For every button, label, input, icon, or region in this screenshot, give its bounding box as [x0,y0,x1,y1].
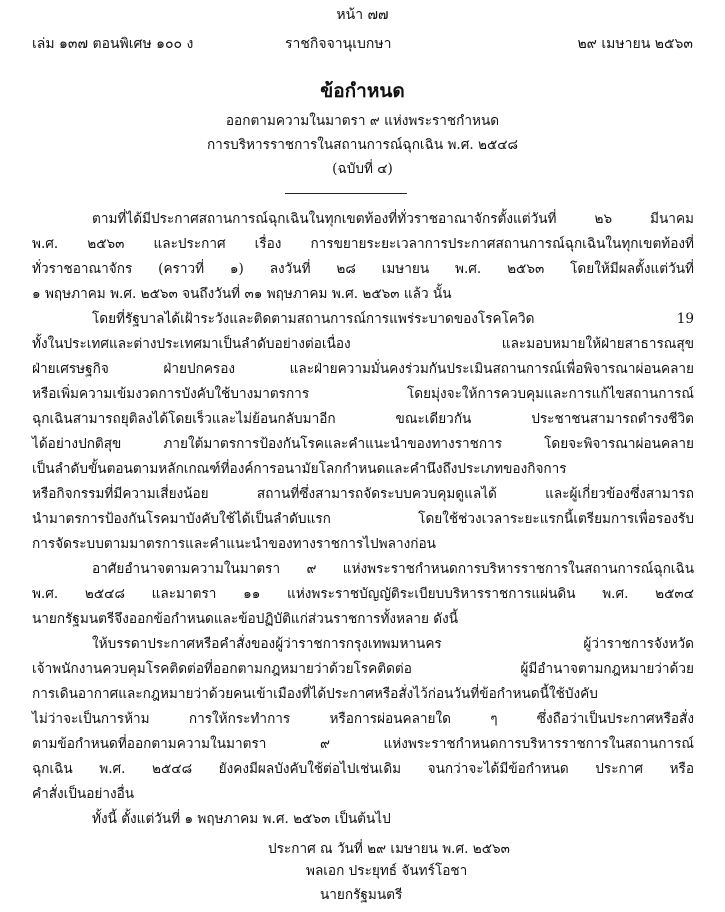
body-line: อาศัยอำนาจตามความในมาตรา ๙ แห่งพระราชกำหนดการบริหารราชการในสถานการณ์ฉุกเฉิน [92,561,694,577]
body-line: เจ้าพนักงานควบคุมโรคติดต่อที่ออกตามกฎหมายว่าด้วยโรคติดต่อ ผู้มีอำนาจตามกฎหมายว่าด้วย [32,661,694,677]
body-line: นายกรัฐมนตรีจึงออกข้อกำหนดและข้อปฏิบัติแก่ส่วนราชการทั้งหลาย ดังนี้ [32,611,459,627]
announcement-date: ประกาศ ณ วันที่ ๒๙ เมษายน พ.ศ. ๒๕๖๓ [268,841,510,857]
body-line: ได้อย่างปกติสุข ภายใต้มาตรการป้องกันโรคและคำแนะนำของทางราชการ โดยจะพิจารณาผ่อนคลาย [32,436,694,452]
body-line: ฉุกเฉิน พ.ศ. ๒๕๔๘ ยังคงมีผลบังคับใช้ต่อไปเช่นเดิม จนกว่าจะได้มีข้อกำหนด ประกาศ หรือ [32,761,694,777]
body-line: พ.ศ. ๒๕๖๓ และประกาศ เรื่อง การขยายระยะเวลาการประกาศสถานการณ์ฉุกเฉินในทุกเขตท้องที่ [32,236,694,252]
body-line: คำสั่งเป็นอย่างอื่น [32,786,135,802]
gazette-name: ราชกิจจานุเบกษา [285,36,392,52]
body-line: ให้บรรดาประกาศหรือคำสั่งของผู้ว่าราชการกรุงเทพมหานคร ผู้ว่าราชการจังหวัด [92,636,694,652]
document-title: ข้อกำหนด [320,80,405,102]
body-line: ทั้งในประเทศและต่างประเทศมาเป็นลำดับอย่างต่อเนื่อง และมอบหมายให้ฝ่ายสาธารณสุข [32,336,694,352]
signatory-name: พลเอก ประยุทธ์ จันทร์โอชา [306,863,468,879]
body-line: ทั้งนี้ ตั้งแต่วันที่ ๑ พฤษภาคม พ.ศ. ๒๕๖๓ เป็นต้นไป [92,811,391,827]
page-number: หน้า ๗๗ [336,7,389,23]
publication-date: ๒๙ เมษายน ๒๕๖๓ [577,36,693,52]
body-line: การจัดระบบตามมาตรการและคำแนะนำของทางราชการไปพลางก่อน [32,536,436,552]
body-line: ฝ่ายเศรษฐกิจ ฝ่ายปกครอง และฝ่ายความมั่นคงร่วมกันประเมินสถานการณ์เพื่อพิจารณาผ่อนคลาย [32,361,694,377]
body-line: ตามข้อกำหนดที่ออกตามความในมาตรา ๙ แห่งพระราชกำหนดการบริหารราชการในสถานการณ์ [32,736,694,752]
body-line: ตามที่ได้มีประกาศสถานการณ์ฉุกเฉินในทุกเขตท้องที่ทั่วราชอาณาจักรตั้งแต่วันที่ ๒๖ มีนาคม [92,211,694,227]
body-line: การเดินอากาศและกฎหมายว่าด้วยคนเข้าเมืองที่ได้ประกาศหรือสั่งไว้ก่อนวันที่ข้อกำหนดนี้ใช้บังคับ [32,686,598,702]
subtitle-line: การบริหารราชการในสถานการณ์ฉุกเฉิน พ.ศ. ๒๕๔๘ [206,137,519,153]
body-line: พ.ศ. ๒๕๔๘ และมาตรา ๑๑ แห่งพระราชบัญญัติระเบียบบริหารราชการแผ่นดิน พ.ศ. ๒๕๓๔ [32,586,694,602]
gazette-header [32,33,693,51]
body-line: หรือกิจกรรมที่มีความเสี่ยงน้อย สถานที่ซึ่งสามารถจัดระบบควบคุมดูแลได้ และผู้เกี่ยวข้องซึ่งสามารถ [32,486,694,502]
body-line: โดยที่รัฐบาลได้เฝ้าระวังและติดตามสถานการณ์การแพร่ระบาดของโรคโควิด 19 [92,311,694,327]
body-line: ๑ พฤษภาคม พ.ศ. ๒๕๖๓ จนถึงวันที่ ๓๑ พฤษภาคม พ.ศ. ๒๕๖๓ แล้ว นั้น [32,286,452,302]
volume-info: เล่ม ๑๓๗ ตอนพิเศษ ๑๐๐ ง [32,36,194,52]
body-line: ไม่ว่าจะเป็นการห้าม การให้กระทำการ หรือการผ่อนคลายใด ๆ ซึ่งถือว่าเป็นประกาศหรือสั่ง [32,711,694,727]
signatory-position: นายกรัฐมนตรี [320,887,403,903]
issue-number: (ฉบับที่ ๔) [332,161,393,177]
subtitle-line: ออกตามความในมาตรา ๙ แห่งพระราชกำหนด [225,113,500,129]
title-divider [285,193,407,194]
body-line: นำมาตรการป้องกันโรคมาบังคับใช้ได้เป็นลำดับแรก โดยใช้ช่วงเวลาระยะแรกนี้เตรียมการเพื่อรองรับ [32,511,694,527]
body-line: ทั่วราชอาณาจักร (คราวที่ ๑) ลงวันที่ ๒๘ เมษายน พ.ศ. ๒๕๖๓ โดยให้มีผลตั้งแต่วันที่ [32,261,694,277]
body-line: ฉุกเฉินสามารถยุติลงได้โดยเร็วและไม่ย้อนกลับมาอีก ขณะเดียวกัน ประชาชนสามารถดำรงชีวิต [32,411,694,427]
body-line: หรือเพิ่มความเข้มงวดการบังคับใช้บางมาตรการ โดยมุ่งจะให้การควบคุมและการแก้ไขสถานการณ์ [32,386,694,402]
body-line: เป็นลำดับขั้นตอนตามหลักเกณฑ์ที่องค์การอนามัยโลกกำหนดและคำนึงถึงประเภทของกิจการ [32,461,567,477]
